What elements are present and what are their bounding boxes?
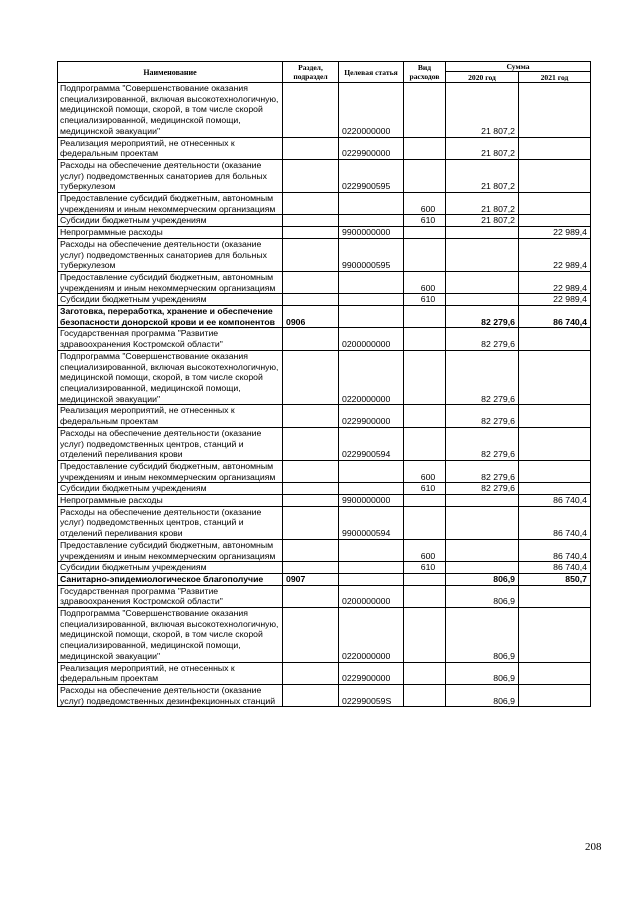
row-section [283,427,339,460]
row-name: Субсидии бюджетным учреждениям [58,483,283,495]
row-target-code [339,562,404,574]
row-name: Подпрограмма "Совершенствование оказания специализированной, включая высокотехнологичную, медицинской помощи, скорой, в том числе скорой специализированной, медицинской помощи, медицинской эвакуации" [58,608,283,663]
row-sum-2021: 86 740,4 [519,506,591,539]
row-sum-2020: 82 279,6 [446,405,519,427]
row-sum-2021 [519,215,591,227]
row-expense-type: 610 [404,562,446,574]
row-expense-type: 610 [404,483,446,495]
table-row [58,83,591,138]
row-section [283,83,339,138]
row-expense-type: 600 [404,460,446,482]
row-expense-type [404,350,446,405]
row-target-code [339,193,404,215]
budget-table [57,61,591,707]
row-name: Санитарно-эпидемиологическое благополучие [58,573,283,585]
row-section [283,159,339,192]
table-row [58,506,591,539]
row-sum-2021: 86 740,4 [519,562,591,574]
row-sum-2020: 806,9 [446,684,519,706]
row-sum-2020: 21 807,2 [446,137,519,159]
row-section [283,271,339,293]
row-target-code: 0229900595 [339,159,404,192]
row-sum-2021 [519,483,591,495]
row-section [283,662,339,684]
row-section [283,238,339,271]
row-expense-type [404,83,446,138]
table-row [58,193,591,215]
row-sum-2020: 82 279,6 [446,427,519,460]
row-target-code [339,271,404,293]
row-name: Государственная программа "Развитие здравоохранения Костромской области" [58,585,283,607]
header-target: Целевая статья [339,62,404,83]
row-sum-2020: 82 279,6 [446,328,519,350]
row-expense-type [404,159,446,192]
row-sum-2021 [519,684,591,706]
header-year-2020: 2020 год [446,72,519,83]
row-name: Заготовка, переработка, хранение и обеспечение безопасности донорской крови и ее компонентов [58,306,283,328]
row-sum-2021 [519,83,591,138]
row-sum-2020 [446,294,519,306]
row-expense-type [404,506,446,539]
row-sum-2021 [519,350,591,405]
row-expense-type [404,573,446,585]
row-expense-type: 600 [404,193,446,215]
row-sum-2021: 850,7 [519,573,591,585]
row-sum-2021 [519,662,591,684]
row-sum-2020: 82 279,6 [446,306,519,328]
row-target-code: 0200000000 [339,328,404,350]
row-sum-2020 [446,506,519,539]
table-row [58,328,591,350]
row-section [283,608,339,663]
row-section [283,506,339,539]
row-section [283,483,339,495]
row-sum-2020: 21 807,2 [446,193,519,215]
row-section [283,193,339,215]
row-target-code [339,294,404,306]
row-sum-2021: 86 740,4 [519,306,591,328]
row-sum-2021 [519,137,591,159]
table-row [58,562,591,574]
row-target-code [339,215,404,227]
row-name: Предоставление субсидий бюджетным, автономным учреждениям и иным некоммерческим организациям [58,460,283,482]
row-section [283,137,339,159]
row-sum-2021 [519,159,591,192]
table-row [58,585,591,607]
row-sum-2021: 22 989,4 [519,227,591,239]
row-expense-type: 600 [404,539,446,561]
row-name: Расходы на обеспечение деятельности (оказание услуг) подведомственных центров, станций и отделений переливания крови [58,506,283,539]
row-section [283,585,339,607]
row-sum-2021 [519,328,591,350]
row-section [283,227,339,239]
row-name: Субсидии бюджетным учреждениям [58,562,283,574]
row-sum-2021: 22 989,4 [519,238,591,271]
row-sum-2020: 806,9 [446,573,519,585]
table-row [58,159,591,192]
page-number: 208 [585,841,602,853]
row-sum-2020: 806,9 [446,662,519,684]
row-target-code [339,460,404,482]
header-name: Наименование [58,62,283,83]
row-expense-type [404,238,446,271]
row-sum-2021: 22 989,4 [519,271,591,293]
row-section [283,539,339,561]
header-expense-type: Вид расходов [404,62,446,83]
row-name: Расходы на обеспечение деятельности (оказание услуг) подведомственных дезинфекционных станций [58,684,283,706]
table-row [58,294,591,306]
row-section [283,328,339,350]
row-target-code: 9900000594 [339,506,404,539]
table-row [58,238,591,271]
row-target-code: 0229900000 [339,137,404,159]
row-sum-2020: 82 279,6 [446,483,519,495]
table-row [58,306,591,328]
row-target-code: 0220000000 [339,608,404,663]
row-sum-2020: 82 279,6 [446,460,519,482]
row-sum-2021: 86 740,4 [519,539,591,561]
table-row [58,350,591,405]
row-section [283,460,339,482]
row-expense-type [404,608,446,663]
row-target-code [339,573,404,585]
row-sum-2020 [446,495,519,507]
row-name: Подпрограмма "Совершенствование оказания специализированной, включая высокотехнологичную, медицинской помощи, скорой, в том числе скорой специализированной, медицинской помощи, медицинской эвакуации" [58,350,283,405]
row-section: 0907 [283,573,339,585]
table-row [58,662,591,684]
row-sum-2021 [519,427,591,460]
row-target-code [339,483,404,495]
row-target-code: 9900000595 [339,238,404,271]
row-target-code: 9900000000 [339,495,404,507]
row-sum-2021 [519,193,591,215]
row-target-code: 0229900000 [339,662,404,684]
row-expense-type [404,495,446,507]
header-section: Раздел, подраздел [283,62,339,83]
row-expense-type: 610 [404,294,446,306]
table-row [58,495,591,507]
row-name: Расходы на обеспечение деятельности (оказание услуг) подведомственных санаториев для больных туберкулезом [58,238,283,271]
row-name: Предоставление субсидий бюджетным, автономным учреждениям и иным некоммерческим организациям [58,271,283,293]
row-target-code: 0220000000 [339,350,404,405]
row-sum-2020 [446,227,519,239]
row-section [283,495,339,507]
row-sum-2020 [446,562,519,574]
table-row [58,227,591,239]
row-name: Субсидии бюджетным учреждениям [58,294,283,306]
row-target-code: 9900000000 [339,227,404,239]
row-sum-2020: 21 807,2 [446,215,519,227]
header-year-2021: 2021 год [519,72,591,83]
row-target-code: 0220000000 [339,83,404,138]
row-sum-2021: 86 740,4 [519,495,591,507]
row-target-code [339,306,404,328]
table-row [58,215,591,227]
row-sum-2021 [519,405,591,427]
row-target-code [339,539,404,561]
row-section [283,562,339,574]
row-expense-type [404,227,446,239]
table-row [58,608,591,663]
table-row [58,405,591,427]
row-sum-2020: 82 279,6 [446,350,519,405]
table-row [58,427,591,460]
row-target-code: 022990059S [339,684,404,706]
row-sum-2020 [446,238,519,271]
row-target-code: 0229900594 [339,427,404,460]
row-expense-type [404,662,446,684]
row-name: Расходы на обеспечение деятельности (оказание услуг) подведомственных санаториев для больных туберкулезом [58,159,283,192]
row-section [283,294,339,306]
table-row [58,684,591,706]
row-expense-type [404,306,446,328]
table-row [58,460,591,482]
row-sum-2021 [519,585,591,607]
table-body [58,83,591,707]
row-name: Реализация мероприятий, не отнесенных к федеральным проектам [58,405,283,427]
row-sum-2020: 806,9 [446,608,519,663]
row-expense-type: 600 [404,271,446,293]
row-sum-2020: 21 807,2 [446,159,519,192]
row-sum-2021 [519,608,591,663]
row-expense-type: 610 [404,215,446,227]
row-name: Расходы на обеспечение деятельности (оказание услуг) подведомственных центров, станций и отделений переливания крови [58,427,283,460]
row-name: Предоставление субсидий бюджетным, автономным учреждениям и иным некоммерческим организациям [58,193,283,215]
row-name: Непрограммные расходы [58,495,283,507]
row-name: Государственная программа "Развитие здравоохранения Костромской области" [58,328,283,350]
table-row [58,573,591,585]
table-row [58,539,591,561]
table-row [58,483,591,495]
row-expense-type [404,585,446,607]
row-section: 0906 [283,306,339,328]
row-target-code: 0200000000 [339,585,404,607]
row-section [283,405,339,427]
row-name: Непрограммные расходы [58,227,283,239]
row-name: Реализация мероприятий, не отнесенных к федеральным проектам [58,662,283,684]
row-sum-2020 [446,539,519,561]
row-name: Реализация мероприятий, не отнесенных к федеральным проектам [58,137,283,159]
row-expense-type [404,137,446,159]
row-name: Подпрограмма "Совершенствование оказания специализированной, включая высокотехнологичную, медицинской помощи, скорой, в том числе скорой специализированной, медицинской помощи, медицинской эвакуации" [58,83,283,138]
table-row [58,271,591,293]
row-sum-2020: 806,9 [446,585,519,607]
row-expense-type [404,328,446,350]
row-section [283,684,339,706]
table-row [58,137,591,159]
row-section [283,350,339,405]
row-sum-2020 [446,271,519,293]
header-sum: Сумма [446,62,591,72]
row-sum-2021: 22 989,4 [519,294,591,306]
row-section [283,215,339,227]
row-expense-type [404,684,446,706]
row-sum-2020: 21 807,2 [446,83,519,138]
row-expense-type [404,427,446,460]
row-name: Субсидии бюджетным учреждениям [58,215,283,227]
row-target-code: 0229900000 [339,405,404,427]
row-name: Предоставление субсидий бюджетным, автономным учреждениям и иным некоммерческим организациям [58,539,283,561]
row-sum-2021 [519,460,591,482]
row-expense-type [404,405,446,427]
